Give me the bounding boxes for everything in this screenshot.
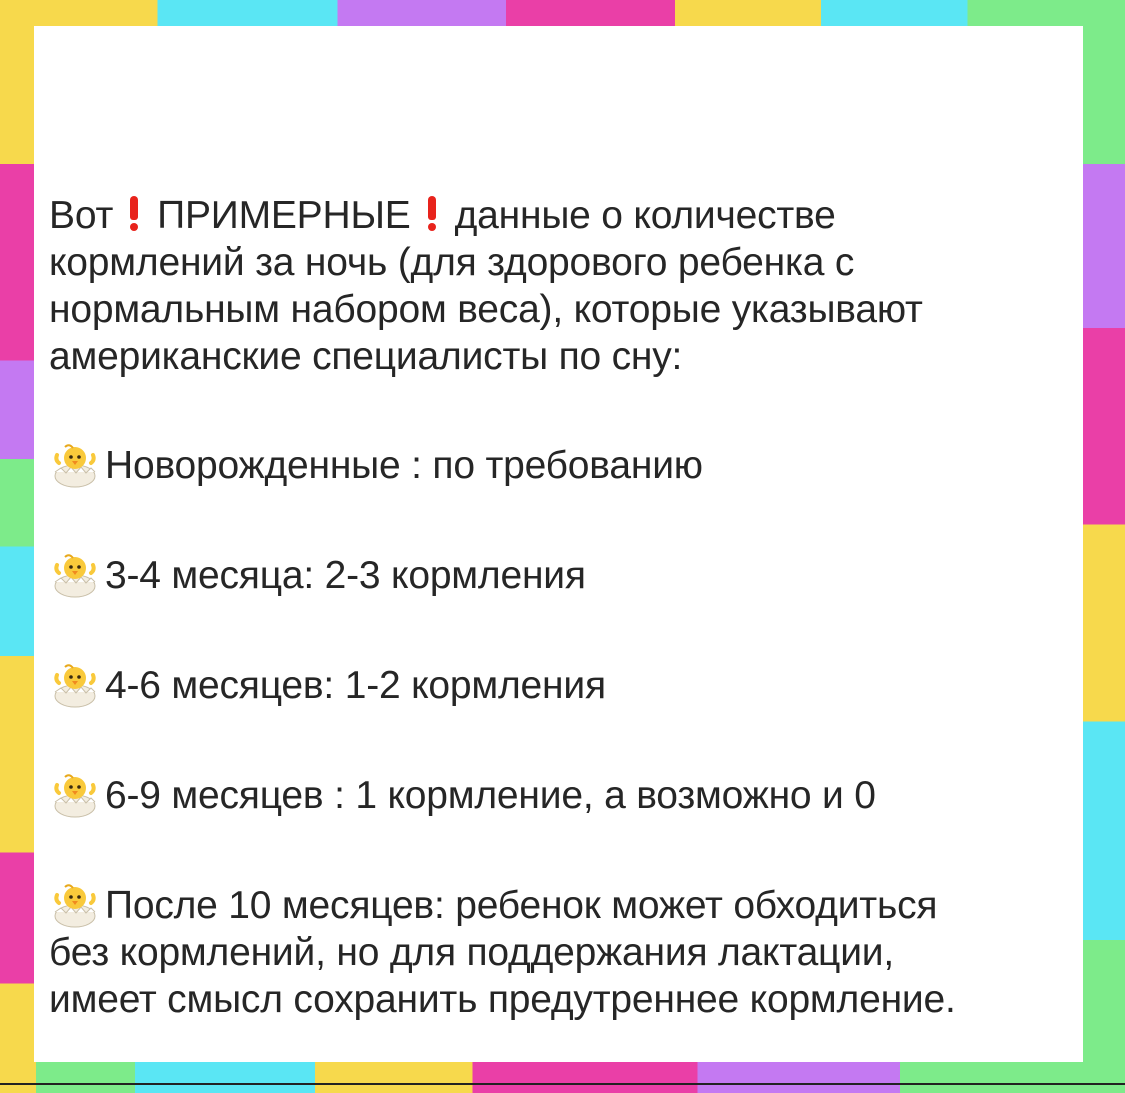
- intro-part2: данные о количестве: [454, 194, 836, 237]
- intro-emphasis: ПРИМЕРНЫЕ: [157, 194, 411, 237]
- list-item-newborns: [49, 442, 1079, 489]
- list-item-6-9-months: [49, 772, 1079, 819]
- intro-line2: кормлений за ночь (для здорового ребенка с: [49, 241, 855, 284]
- intro-line4: американские специалисты по сну:: [49, 335, 683, 378]
- list-item-text: 3-4 месяца: 2-3 кормления: [105, 554, 586, 597]
- list-item-text: Новорожденные : по требованию: [105, 444, 703, 487]
- intro-line3: нормальным набором веса), которые указывают: [49, 288, 923, 331]
- list-item-text: 6-9 месяцев : 1 кормление, а возможно и 0: [105, 774, 876, 817]
- text-content: [49, 192, 1079, 1023]
- hatching-chick-icon: [49, 882, 101, 928]
- hatching-chick-icon: [49, 662, 101, 708]
- list-item-line3: имеет смысл сохранить предутреннее кормление.: [49, 978, 956, 1021]
- list-item-4-6-months: [49, 662, 1079, 709]
- list-item-text: 4-6 месяцев: 1-2 кормления: [105, 664, 606, 707]
- list-item-line2: без кормлений, но для поддержания лактации,: [49, 931, 895, 974]
- red-exclamation-icon: [427, 196, 437, 230]
- bottom-divider: [0, 1083, 1125, 1085]
- hatching-chick-icon: [49, 772, 101, 818]
- red-exclamation-icon: [129, 196, 139, 230]
- list-item-after-10-months: [49, 882, 1079, 1023]
- intro-part1: Вот: [49, 194, 114, 237]
- intro-paragraph: [49, 192, 1079, 380]
- hatching-chick-icon: [49, 442, 101, 488]
- hatching-chick-icon: [49, 552, 101, 598]
- list-item-line1: После 10 месяцев: ребенок может обходиться: [105, 884, 938, 927]
- list-item-3-4-months: [49, 552, 1079, 599]
